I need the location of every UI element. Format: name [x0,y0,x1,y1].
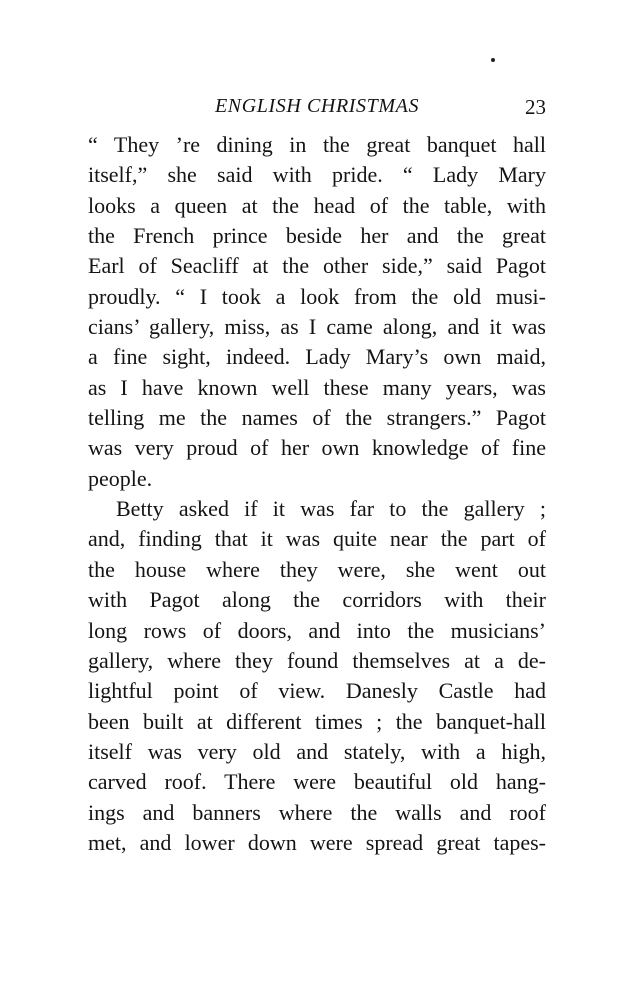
running-title: ENGLISH CHRISTMAS [214,95,420,117]
text-line: carved roof. There were beautiful old hang- [88,769,546,795]
page-number: 23 [525,95,546,119]
text-line: ings and banners where the walls and roof [88,799,546,825]
running-head [88,95,546,123]
ink-speck [491,58,495,62]
text-line: a fine sight, indeed. Lady Mary’s own maid, [88,344,546,370]
text-line: been built at different times ; the banquet-hall [88,708,546,734]
text-line: as I have known well these many years, was [88,374,546,400]
text-line: cians’ gallery, miss, as I came along, and it was [88,314,546,340]
text-line: the house where they were, she went out [88,556,546,582]
text-line: lightful point of view. Danesly Castle had [88,678,546,704]
text-line: proudly. “ I took a look from the old musi- [88,283,546,309]
text-line: people. [88,465,153,491]
paragraph [88,494,546,858]
body-text [88,130,546,858]
text-line: Betty asked if it was far to the gallery ; [116,496,546,522]
text-line: gallery, where they found themselves at a de- [88,647,546,673]
text-line: “ They ’re dining in the great banquet hall [88,132,546,157]
text-line: itself,” she said with pride. “ Lady Mary [88,162,546,188]
text-line: met, and lower down were spread great tapes- [88,829,546,855]
paragraph [88,130,546,494]
text-line: Earl of Seacliff at the other side,” said Pagot [88,253,546,279]
text-line: long rows of doors, and into the musicians’ [88,617,546,643]
text-line: was very proud of her own knowledge of fine [88,435,546,461]
text-line: the French prince beside her and the great [88,223,546,249]
text-line: looks a queen at the head of the table, with [88,192,546,218]
text-line: telling me the names of the strangers.” Pagot [88,405,546,431]
text-line: itself was very old and stately, with a high, [88,738,546,764]
text-line: with Pagot along the corridors with their [88,587,546,613]
text-line: and, finding that it was quite near the part of [88,526,546,552]
